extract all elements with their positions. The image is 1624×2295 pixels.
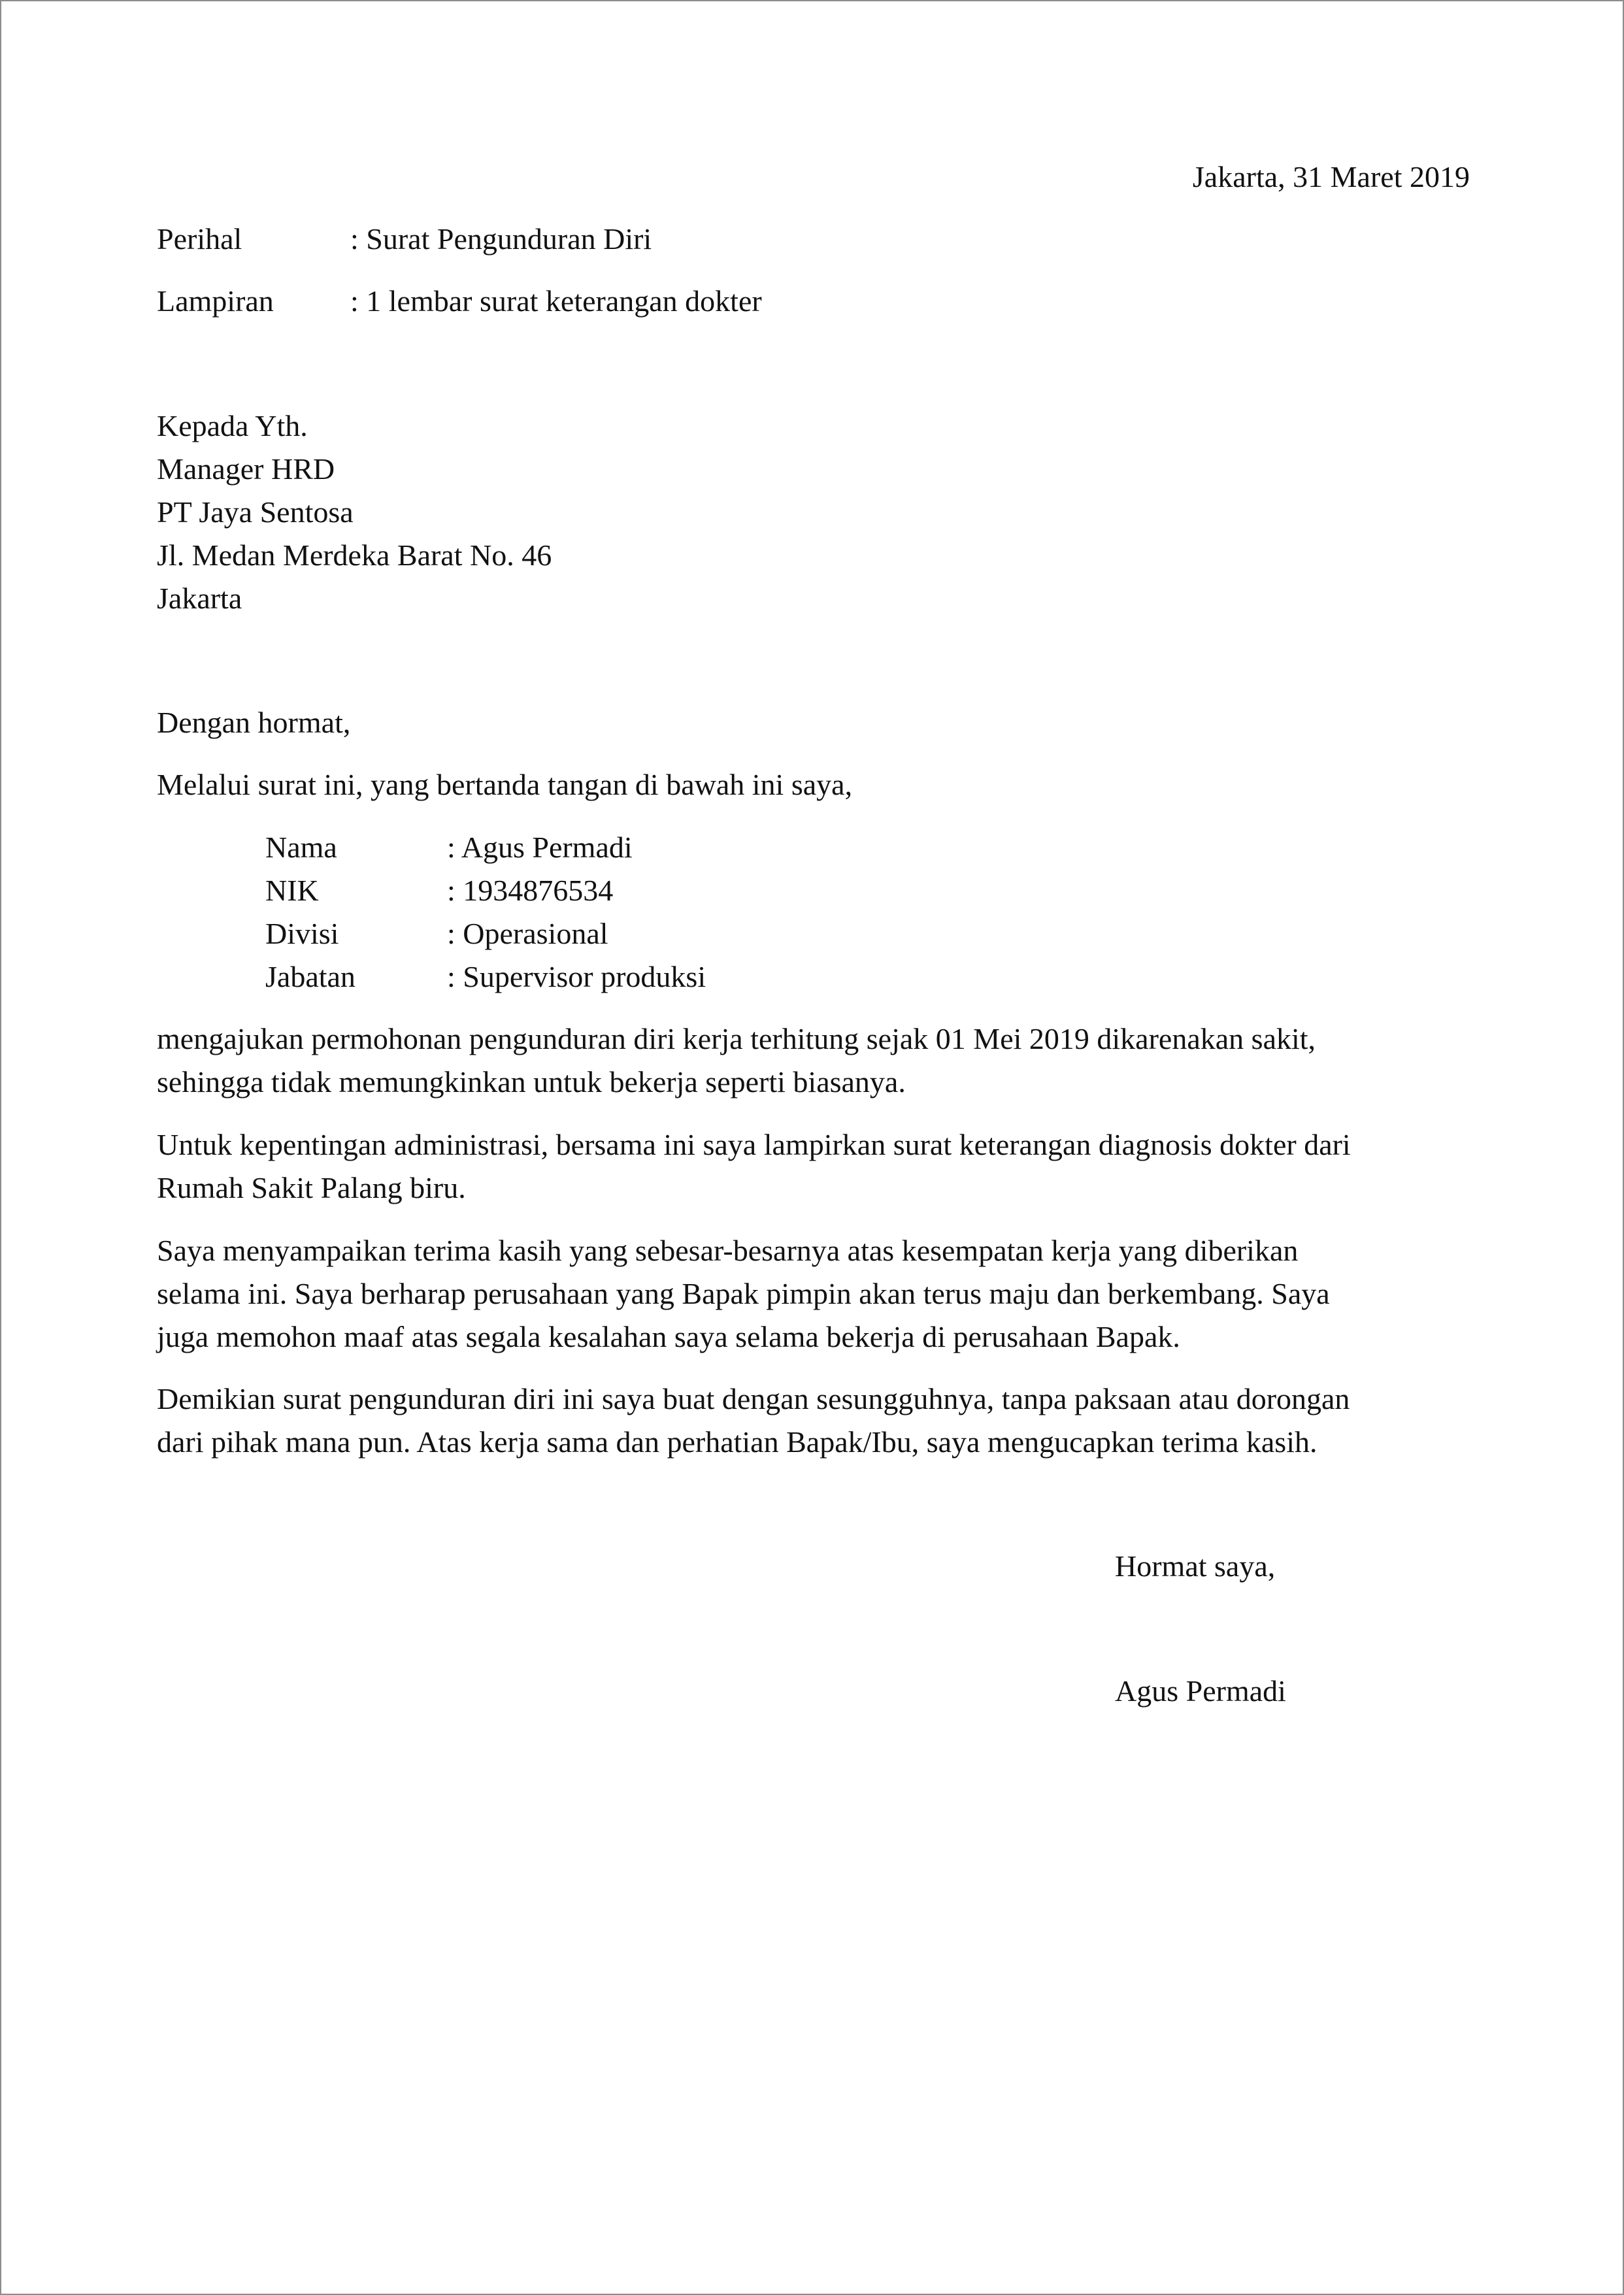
perihal-label: Perihal: [157, 222, 242, 256]
paragraph-line: mengajukan permohonan pengunduran diri kerja terhitung sejak 01 Mei 2019 dikarenakan sakit,: [157, 1022, 1316, 1055]
recipient-line: Kepada Yth.: [157, 409, 308, 442]
closing-phrase: Hormat saya,: [1115, 1549, 1276, 1583]
salutation: Dengan hormat,: [157, 706, 351, 739]
place-date: Jakarta, 31 Maret 2019: [1192, 160, 1470, 193]
paragraph-line: Saya menyampaikan terima kasih yang sebesar-besarnya atas kesempatan kerja yang diberikan: [157, 1234, 1299, 1267]
body-paragraph-thanks: [157, 1229, 1470, 1359]
identity-row-jabatan: [265, 955, 919, 999]
paragraph-line: sehingga tidak memungkinkan untuk bekerja seperti biasanya.: [157, 1065, 906, 1098]
lampiran-value: : 1 lembar surat keterangan dokter: [350, 284, 762, 318]
identity-row-nama: [265, 826, 919, 869]
recipient-line: Jl. Medan Merdeka Barat No. 46: [157, 538, 552, 572]
paragraph-line: Untuk kepentingan administrasi, bersama ini saya lampirkan surat keterangan diagnosis dokter dari: [157, 1128, 1351, 1161]
recipient-block: [157, 405, 552, 620]
paragraph-line: Rumah Sakit Palang biru.: [157, 1171, 466, 1204]
body-paragraph-closing: [157, 1378, 1470, 1464]
body-paragraph-attachment: [157, 1123, 1470, 1210]
divisi-value: : Operasional: [447, 917, 608, 950]
nik-value: : 1934876534: [447, 874, 614, 907]
perihal-value: : Surat Pengunduran Diri: [350, 222, 652, 256]
jabatan-value: : Supervisor produksi: [447, 960, 706, 993]
identity-block: [265, 826, 919, 999]
jabatan-label: Jabatan: [265, 960, 356, 993]
paragraph-line: dari pihak mana pun. Atas kerja sama dan perhatian Bapak/Ibu, saya mengucapkan terima kasih.: [157, 1425, 1317, 1459]
lampiran-label: Lampiran: [157, 284, 274, 318]
body-paragraph-request: [157, 1017, 1470, 1104]
recipient-line: PT Jaya Sentosa: [157, 495, 354, 529]
nik-label: NIK: [265, 874, 319, 907]
nama-value: : Agus Permadi: [447, 831, 633, 864]
signature-name: Agus Permadi: [1115, 1674, 1286, 1708]
identity-row-divisi: [265, 912, 919, 955]
identity-row-nik: [265, 869, 919, 912]
paragraph-line: juga memohon maaf atas segala kesalahan saya selama bekerja di perusahaan Bapak.: [157, 1320, 1180, 1353]
recipient-line: Manager HRD: [157, 452, 335, 486]
intro-sentence: Melalui surat ini, yang bertanda tangan di bawah ini saya,: [157, 768, 853, 801]
nama-label: Nama: [265, 831, 337, 864]
paragraph-line: selama ini. Saya berharap perusahaan yang Bapak pimpin akan terus maju dan berkembang. Saya: [157, 1277, 1330, 1310]
paragraph-line: Demikian surat pengunduran diri ini saya buat dengan sesungguhnya, tanpa paksaan atau dorongan: [157, 1382, 1350, 1415]
divisi-label: Divisi: [265, 917, 339, 950]
recipient-line: Jakarta: [157, 582, 242, 615]
